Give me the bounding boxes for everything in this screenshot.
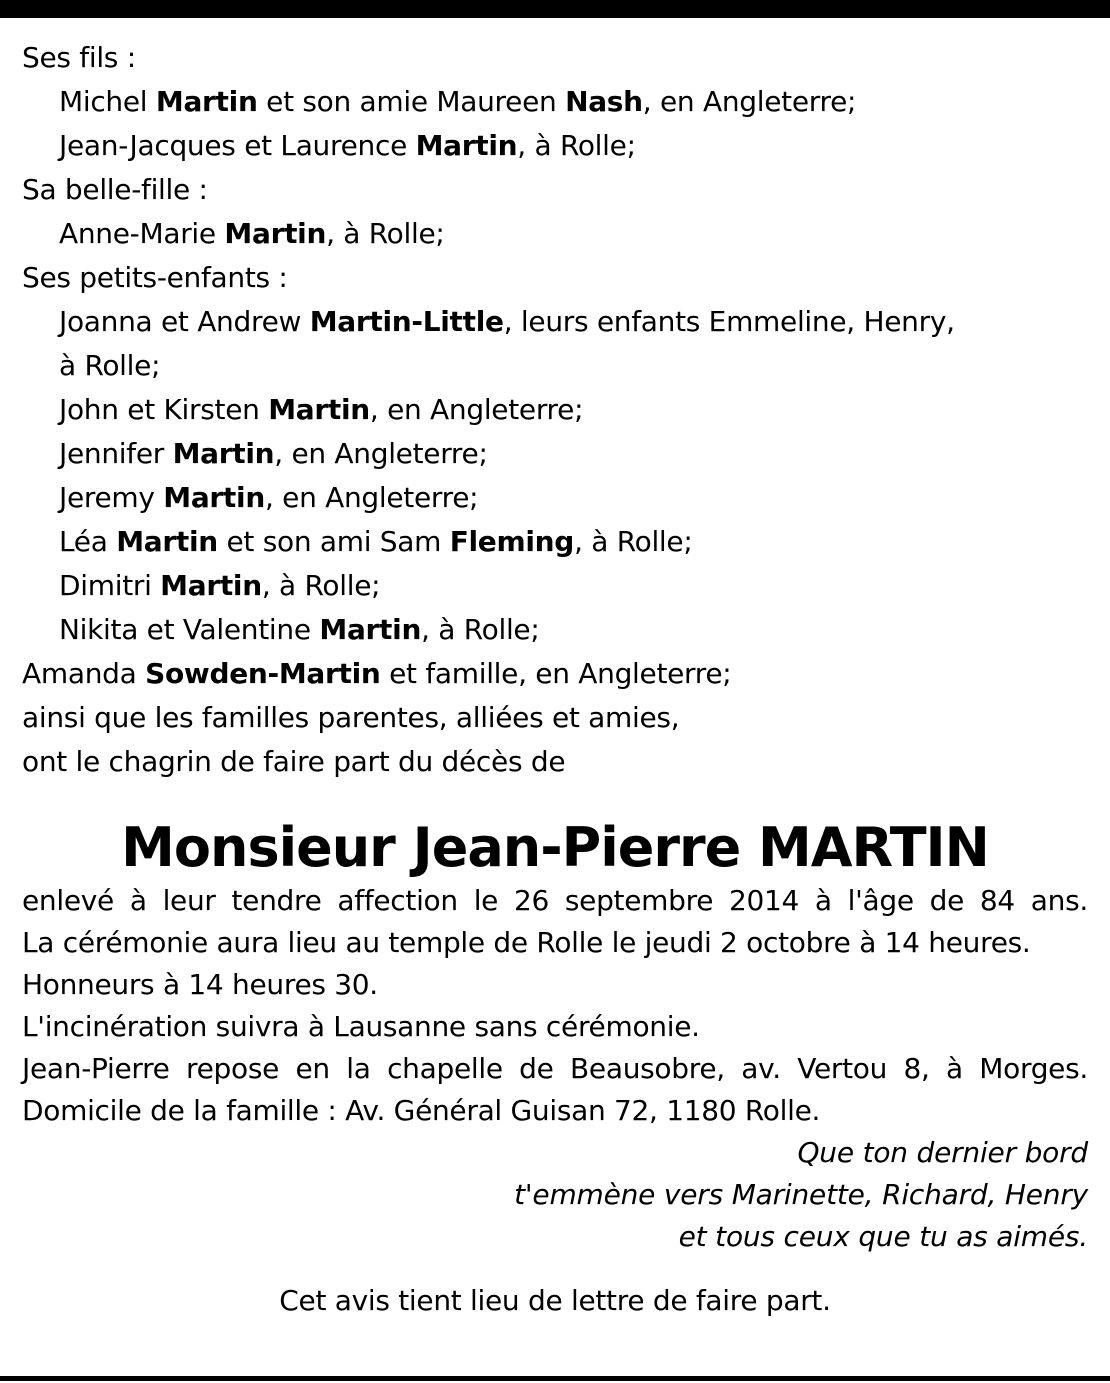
grandchild-entry <box>22 564 1088 608</box>
grandchild-surname: Martin <box>116 525 218 558</box>
sons-heading: Ses fils : <box>22 41 136 74</box>
daughter-in-law-place: , à Rolle; <box>326 217 445 250</box>
son-entry-place: , en Angleterre; <box>642 85 857 118</box>
son-surname: Martin <box>415 129 518 162</box>
grandchild-entry <box>22 476 1088 520</box>
other-family-place: et famille, en Angleterre; <box>380 657 732 690</box>
son-entry <box>22 80 1088 124</box>
son-entry <box>22 124 1088 168</box>
poem-line: t'emmène vers Marinette, Richard, Henry <box>514 1178 1088 1211</box>
grandchild-text: Joanna et Andrew <box>59 305 310 338</box>
grandchild-entry <box>22 388 1088 432</box>
obituary-notice <box>22 36 1088 1322</box>
other-family-text: Amanda <box>22 657 146 690</box>
grandchild-place: , en Angleterre; <box>274 437 488 470</box>
daughter-in-law-entry <box>22 212 1088 256</box>
grandchild-place: , en Angleterre; <box>369 393 584 426</box>
grandchild-entry <box>22 608 1088 652</box>
honours-details: Honneurs à 14 heures 30. <box>22 968 378 1001</box>
grandchildren-heading: Ses petits-enfants : <box>22 261 288 294</box>
bottom-rule <box>0 1376 1110 1381</box>
footer-note: Cet avis tient lieu de lettre de faire part. <box>279 1284 831 1317</box>
grandchild-place: , en Angleterre; <box>264 481 479 514</box>
daughter-in-law-surname: Martin <box>224 217 327 250</box>
grandchild-place: , à Rolle; <box>261 569 381 602</box>
grandchild-text: Nikita et Valentine <box>59 613 320 646</box>
son-entry-text: Michel <box>59 85 156 118</box>
grandchild-place: , à Rolle; <box>421 613 540 646</box>
death-details: enlevé à leur tendre affection le 26 septembre 2014 à l'âge de 84 ans. <box>22 884 1088 917</box>
grandchild-text: Dimitri <box>59 569 161 602</box>
poem-line: et tous ceux que tu as aimés. <box>678 1220 1088 1253</box>
chapel-details: Jean-Pierre repose en la chapelle de Beausobre, av. Vertou 8, à Morges. <box>22 1052 1088 1085</box>
grandchild-surname: Martin <box>172 437 275 470</box>
grandchild-surname: Martin <box>163 481 265 514</box>
grandchild-text: Léa <box>59 525 117 558</box>
grandchild-surname: Martin <box>160 569 262 602</box>
daughter-in-law-text: Anne-Marie <box>59 217 225 250</box>
grandchild-surname: Martin-Little <box>309 305 504 338</box>
grandchild-surname: Martin <box>319 613 422 646</box>
grandchild-place: , à Rolle; <box>574 525 693 558</box>
grandchild-entry <box>22 300 1088 344</box>
grandchild-text: Jeremy <box>59 481 164 514</box>
other-family-surname: Sowden-Martin <box>145 657 381 690</box>
son-entry-text: Jean-Jacques et Laurence <box>59 129 416 162</box>
daughter-in-law-heading: Sa belle-fille : <box>22 173 208 206</box>
cremation-details: L'incinération suivra à Lausanne sans cérémonie. <box>22 1010 700 1043</box>
grandchild-text: Jennifer <box>59 437 173 470</box>
son-entry-place: , à Rolle; <box>517 129 636 162</box>
poem-line: Que ton dernier bord <box>797 1136 1088 1169</box>
ceremony-details: La cérémonie aura lieu au temple de Rolle le jeudi 2 octobre à 14 heures. <box>22 926 1031 959</box>
partner-surname: Fleming <box>449 525 575 558</box>
relatives-line: ainsi que les familles parentes, alliées et amies, <box>22 701 680 734</box>
son-entry-text: et son amie Maureen <box>257 85 566 118</box>
grandchild-entry <box>22 520 1088 564</box>
grandchild-entry <box>22 432 1088 476</box>
partner-surname: Nash <box>565 85 643 118</box>
son-surname: Martin <box>155 85 258 118</box>
grandchild-text: John et Kirsten <box>59 393 269 426</box>
top-rule <box>0 0 1110 18</box>
family-domicile: Domicile de la famille : Av. Général Guisan 72, 1180 Rolle. <box>22 1094 821 1127</box>
grandchild-place: , leurs enfants Emmeline, Henry, <box>503 305 955 338</box>
other-family-entry <box>22 652 1088 696</box>
deceased-name: Monsieur Jean-Pierre MARTIN <box>121 816 989 879</box>
announcement-line: ont le chagrin de faire part du décès de <box>22 745 566 778</box>
grandchild-surname: Martin <box>268 393 370 426</box>
grandchild-entry-continued <box>22 344 1088 388</box>
grandchild-text: à Rolle; <box>59 349 161 382</box>
grandchild-text: et son ami Sam <box>217 525 450 558</box>
